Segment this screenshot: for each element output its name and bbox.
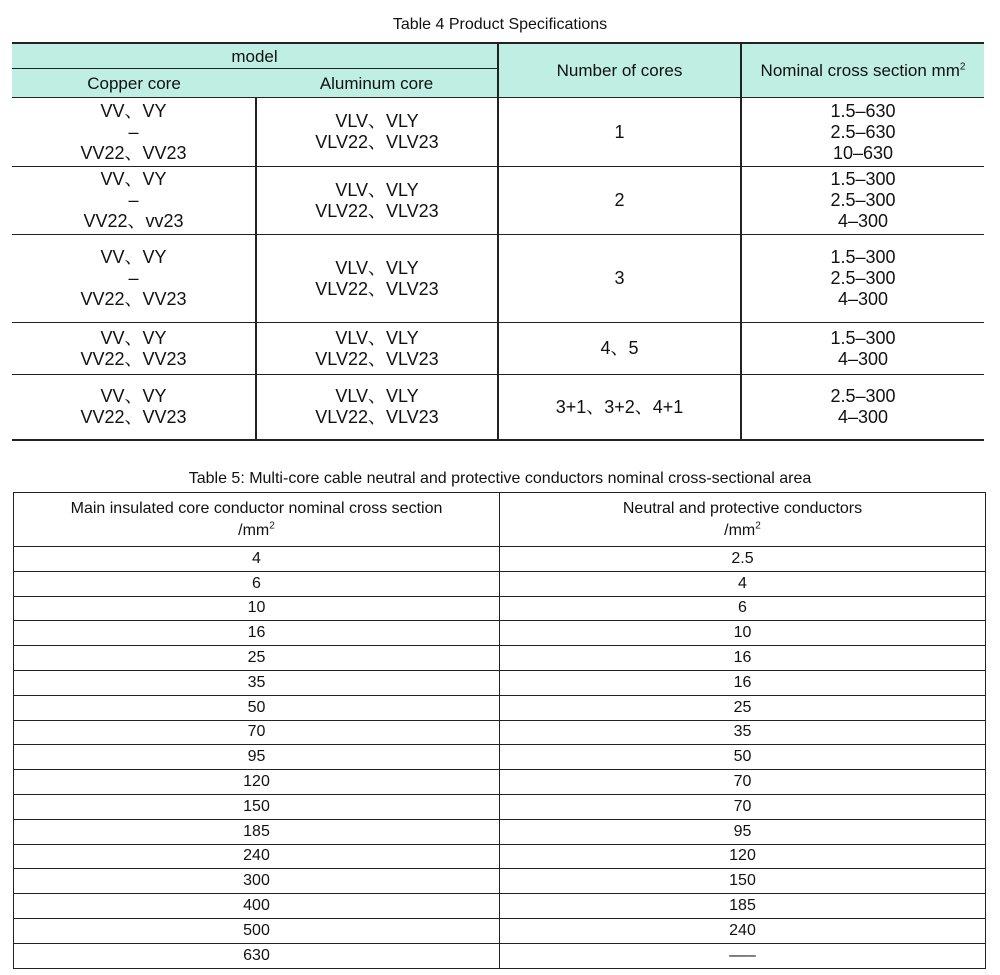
table5-neutral-cell: 150 [500,869,986,894]
table5-main-cell: 95 [14,745,500,770]
table5-row [14,670,986,695]
copper-header: Copper core [12,69,256,98]
table4-cores-cell: 1 [498,98,741,167]
main-header-line1: Main insulated core conductor nominal cross section [70,499,443,517]
table4-cores-cell: 4、5 [498,323,741,375]
table4-aluminum-cell [256,167,498,235]
table5-neutral-cell: 185 [500,894,986,919]
table4-copper-line: – [128,190,139,210]
table4-copper-line: – [128,121,139,142]
table4-aluminum-line: VLV、VLY [335,111,419,131]
table5-main-cell: 185 [14,819,500,844]
table4-copper-cell [12,375,256,441]
table5-neutral-cell: 16 [500,646,986,671]
table5-main-cell: 4 [14,547,500,572]
table4-nominal-cell [741,235,984,323]
table4-aluminum-line: VLV22、VLV23 [315,278,439,299]
table5-main-cell: 25 [14,646,500,671]
table4-copper-line: VV22、VV23 [80,289,187,309]
table4-nominal-line: 2.5–630 [830,121,896,142]
table4-aluminum-line: VLV22、VLV23 [315,200,439,221]
table4-caption: Table 4 Product Specifications [392,16,608,33]
table4-copper-line: VV22、VV23 [80,348,187,369]
table5-row [14,918,986,943]
table4-nominal-cell [741,323,984,375]
table5-neutral-cell: 25 [500,695,986,720]
table5-main-cell: 300 [14,869,500,894]
table4-aluminum-line: VLV、VLY [335,386,419,406]
table4-cores-cell: 3+1、3+2、4+1 [498,375,741,441]
table5-row [14,894,986,919]
neutral-header-sup: 2 [755,520,761,532]
table5-neutral-cell: 70 [500,794,986,819]
table4-nominal-line: 2.5–300 [830,190,896,210]
table4-aluminum-line: VLV、VLY [335,257,419,278]
table5-caption: Table 5: Multi-core cable neutral and protective conductors nominal cross-sectional area [188,470,812,487]
table4-nominal-line: 1.5–300 [830,169,896,189]
table4-aluminum-line: VLV22、VLV23 [315,132,439,152]
table4-aluminum-line: VLV22、VLV23 [315,348,439,369]
table5-neutral-cell: 10 [500,621,986,646]
table5-neutral-cell: 50 [500,745,986,770]
table4-copper-line: VV、VY [100,327,167,348]
table5-row [14,596,986,621]
table5-main-cell: 400 [14,894,500,919]
table4-aluminum-line: VLV22、VLV23 [315,407,439,427]
neutral-header-line2: /mm [724,521,756,539]
table4-nominal-cell [741,375,984,441]
table5-main-cell: 50 [14,695,500,720]
table5-row [14,943,986,968]
table4-copper-cell [12,323,256,375]
neutral-header-line1: Neutral and protective conductors [622,499,863,517]
table5-main-cell: 70 [14,720,500,745]
table5-main-cell: 10 [14,596,500,621]
table4-row [12,98,984,167]
table5-neutral-cell: 240 [500,918,986,943]
table4-nominal-line: 2.5–300 [830,386,896,406]
table5-row [14,869,986,894]
table4-aluminum-cell [256,323,498,375]
table5-row [14,844,986,869]
table4-row [12,323,984,375]
table4-nominal-line: 1.5–300 [830,247,896,267]
table5-main-cell: 500 [14,918,500,943]
table5-neutral-cell: 95 [500,819,986,844]
table5-main-cell: 150 [14,794,500,819]
table5-neutral-cell: 6 [500,596,986,621]
table4-nominal-line: 4–300 [837,348,889,369]
table4-row [12,235,984,323]
neutral-conductor-header [500,493,986,547]
table5-neutral-cell: 2.5 [500,547,986,572]
table4-nominal-cell [741,98,984,167]
table4-copper-line: VV22、VV23 [80,142,187,163]
table5-neutral-cell: 35 [500,720,986,745]
table4-nominal-line: 2.5–300 [830,268,896,288]
table5-row [14,547,986,572]
table4-copper-line: VV、VY [100,247,167,267]
table5-neutral-cell: 16 [500,670,986,695]
table5-row [14,621,986,646]
table4-copper-line: VV、VY [100,100,167,121]
table4-copper-line: VV、VY [100,169,167,189]
table4-aluminum-cell [256,375,498,441]
table4-cores-cell: 2 [498,167,741,235]
table4-copper-line: VV、VY [100,386,167,406]
table4-row [12,375,984,441]
nominal-header [741,43,984,98]
table5-row [14,695,986,720]
table4-nominal-line: 10–630 [832,142,894,163]
table5-row [14,720,986,745]
table4-nominal-line: 1.5–630 [830,100,896,121]
model-header: model [12,43,498,69]
table4-copper-cell [12,98,256,167]
table5-neutral-cell: 120 [500,844,986,869]
cores-header: Number of cores [498,43,741,98]
table4-copper-cell [12,167,256,235]
nominal-header-sup: 2 [959,61,966,73]
product-specifications-table [12,42,984,441]
table4-copper-cell [12,235,256,323]
table5-row [14,819,986,844]
table4-nominal-line: 4–300 [837,289,889,309]
table5-row [14,794,986,819]
aluminum-header: Aluminum core [256,69,498,98]
table4-aluminum-cell [256,98,498,167]
neutral-conductor-table [13,492,986,969]
table4-copper-line: VV22、VV23 [80,407,187,427]
table5-main-cell: 6 [14,571,500,596]
table5-row [14,571,986,596]
table5-row [14,646,986,671]
table5-neutral-cell: ––– [500,943,986,968]
table4-cores-cell: 3 [498,235,741,323]
table5-main-cell: 35 [14,670,500,695]
table5-neutral-cell: 70 [500,770,986,795]
table5-main-cell: 240 [14,844,500,869]
table5-row [14,745,986,770]
main-header-line2: /mm [238,521,270,539]
table4-aluminum-cell [256,235,498,323]
table4-nominal-line: 4–300 [837,211,889,231]
table4-nominal-line: 1.5–300 [830,327,896,348]
table4-nominal-line: 4–300 [837,407,889,427]
table5-main-cell: 630 [14,943,500,968]
table4-copper-line: VV22、vv23 [83,211,184,231]
main-header-sup: 2 [269,520,275,532]
table5-main-cell: 16 [14,621,500,646]
table5-row [14,770,986,795]
table4-row [12,167,984,235]
table5-main-cell: 120 [14,770,500,795]
table5-neutral-cell: 4 [500,571,986,596]
table4-nominal-cell [741,167,984,235]
table4-copper-line: – [128,268,139,288]
nominal-header-text: Nominal cross section mm [760,61,960,80]
table4-aluminum-line: VLV、VLY [335,327,419,348]
table4-aluminum-line: VLV、VLY [335,179,419,200]
main-conductor-header [14,493,500,547]
